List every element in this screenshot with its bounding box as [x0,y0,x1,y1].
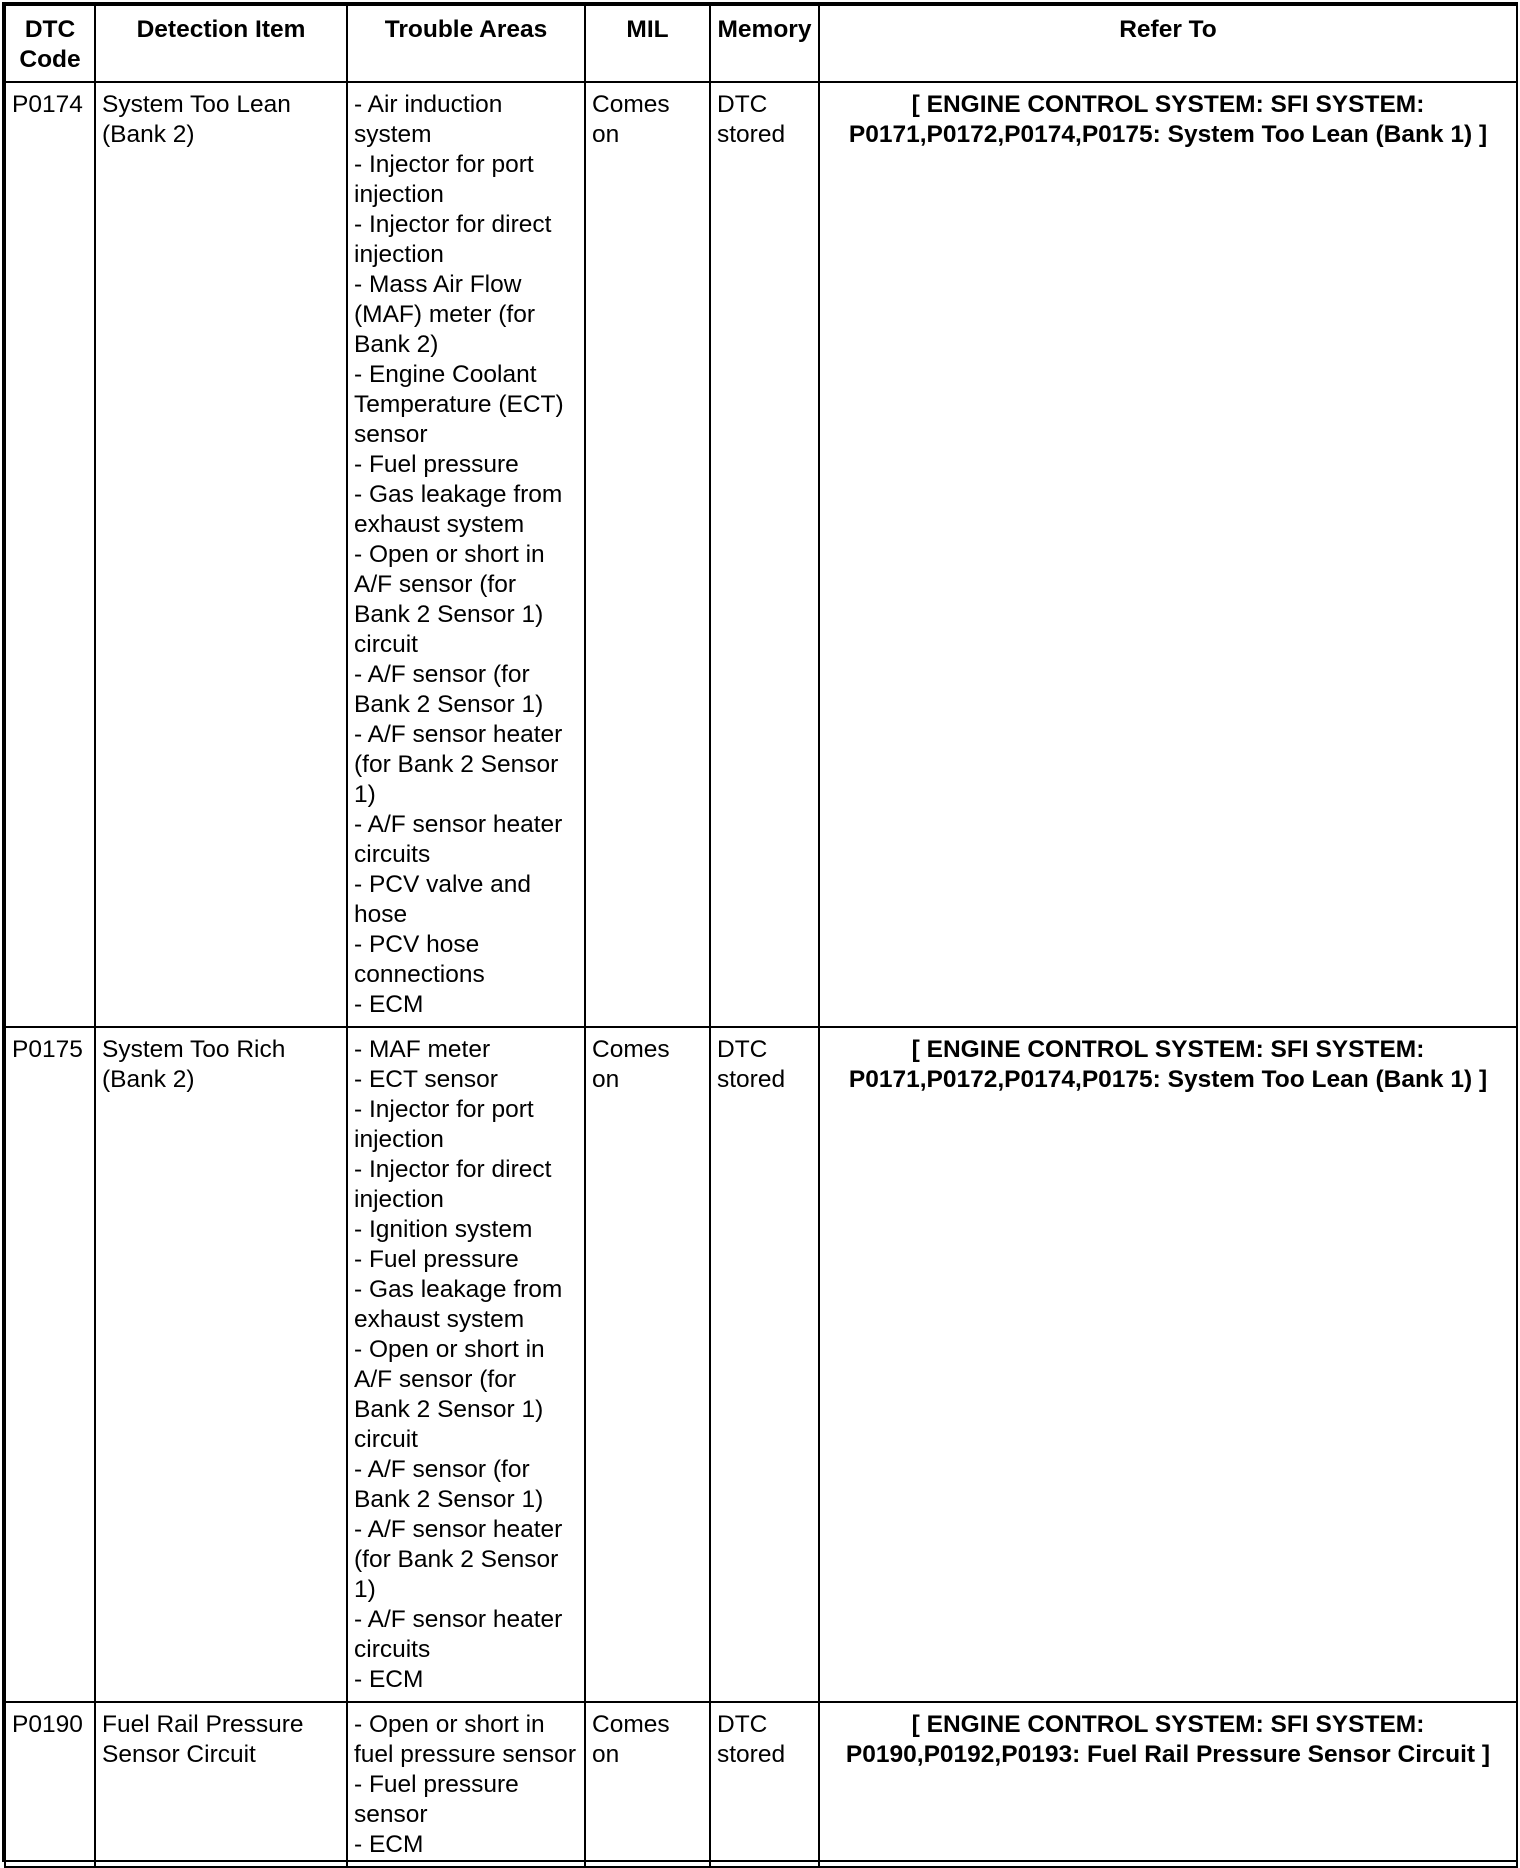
header-trouble-areas: Trouble Areas [347,5,585,82]
trouble-areas-cell-line: - MAF meter [354,1036,491,1063]
trouble-areas-cell-line: - A/F sensor heater [354,1606,563,1633]
trouble-areas-cell [347,1702,585,1867]
trouble-areas-cell-line: - Injector for port [354,1096,534,1123]
trouble-areas-cell-line: hose [354,901,408,928]
dtc-code-cell-line: P0190 [12,1711,83,1738]
trouble-areas-cell-line: A/F sensor (for [354,1366,517,1393]
memory-cell [710,1702,819,1867]
trouble-areas-cell-line: - Engine Coolant [354,361,537,388]
mil-cell-line: Comes [592,91,670,118]
trouble-areas-cell-line: - Injector for port [354,151,534,178]
memory-cell-line: stored [717,1741,786,1768]
trouble-areas-cell-line: - Ignition system [354,1216,533,1243]
detection-item-cell [95,1027,347,1702]
trouble-areas-cell-line: 1) [354,1576,376,1603]
trouble-areas-cell-line: - ECM [354,1666,424,1693]
trouble-areas-cell-line: (MAF) meter (for [354,301,536,328]
mil-cell-line: on [592,1741,620,1768]
dtc-table [4,4,1518,1868]
mil-cell-line: Comes [592,1711,670,1738]
header-detection-item: Detection Item [95,5,347,82]
detection-item-cell [95,82,347,1027]
trouble-areas-cell-line: circuit [354,1426,418,1453]
trouble-areas-cell-line: - A/F sensor heater [354,811,563,838]
trouble-areas-cell-line: - Open or short in [354,1711,545,1738]
trouble-areas-cell-line: Bank 2 Sensor 1) [354,601,544,628]
trouble-areas-cell-line: - Open or short in [354,541,545,568]
trouble-areas-cell-line: (for Bank 2 Sensor [354,1546,559,1573]
memory-cell-line: DTC [717,1036,768,1063]
mil-cell-line: Comes [592,1036,670,1063]
trouble-areas-cell-line: (for Bank 2 Sensor [354,751,559,778]
trouble-areas-cell-line: - A/F sensor heater [354,1516,563,1543]
refer-to-cell [819,1027,1517,1702]
header-row [5,5,1517,82]
refer-to-cell-line: [ ENGINE CONTROL SYSTEM: SFI SYSTEM: [911,91,1425,118]
dtc-code-cell-line: P0175 [12,1036,83,1063]
dtc-code-cell [5,82,95,1027]
trouble-areas-cell-line: - Injector for direct [354,1156,552,1183]
trouble-areas-cell-line: - Gas leakage from [354,481,563,508]
mil-cell [585,82,710,1027]
trouble-areas-cell-line: exhaust system [354,1306,525,1333]
refer-to-cell-line: [ ENGINE CONTROL SYSTEM: SFI SYSTEM: [911,1036,1425,1063]
detection-item-cell-line: System Too Lean [102,91,291,118]
table-row [5,1702,1517,1867]
detection-item-cell-line: System Too Rich [102,1036,286,1063]
mil-cell [585,1702,710,1867]
mil-cell [585,1027,710,1702]
memory-cell-line: DTC [717,1711,768,1738]
trouble-areas-cell-line: - A/F sensor (for [354,661,530,688]
trouble-areas-cell-line: system [354,121,432,148]
dtc-code-cell-line: P0174 [12,91,83,118]
trouble-areas-cell-line: injection [354,1126,444,1153]
memory-cell-line: stored [717,1066,786,1093]
trouble-areas-cell-line: Bank 2) [354,331,439,358]
trouble-areas-cell-line: - ECM [354,1831,424,1858]
trouble-areas-cell-line: 1) [354,781,376,808]
mil-cell-line: on [592,1066,620,1093]
trouble-areas-cell-line: sensor [354,421,428,448]
trouble-areas-cell-line: - Fuel pressure [354,1246,519,1273]
trouble-areas-cell-line: - Injector for direct [354,211,552,238]
trouble-areas-cell-line: - Fuel pressure [354,451,519,478]
trouble-areas-cell-line: injection [354,1186,444,1213]
trouble-areas-cell-line: - Fuel pressure [354,1771,519,1798]
trouble-areas-cell-line: Bank 2 Sensor 1) [354,1396,544,1423]
refer-to-cell-line: P0171,P0172,P0174,P0175: System Too Lean (Bank 1) ] [848,121,1488,148]
trouble-areas-cell [347,1027,585,1702]
trouble-areas-cell-line: - Mass Air Flow [354,271,522,298]
trouble-areas-cell-line: - A/F sensor (for [354,1456,530,1483]
trouble-areas-cell-line: - Gas leakage from [354,1276,563,1303]
refer-to-cell-line: P0171,P0172,P0174,P0175: System Too Lean (Bank 1) ] [848,1066,1488,1093]
refer-to-cell-line: P0190,P0192,P0193: Fuel Rail Pressure Sensor Circuit ] [845,1741,1491,1768]
table-row [5,1027,1517,1702]
table-row [5,82,1517,1027]
detection-item-cell-line: (Bank 2) [102,121,195,148]
refer-to-cell [819,1702,1517,1867]
trouble-areas-cell-line: Temperature (ECT) [354,391,564,418]
trouble-areas-cell-line: - Open or short in [354,1336,545,1363]
memory-cell [710,1027,819,1702]
detection-item-cell [95,1702,347,1867]
mil-cell-line: on [592,121,620,148]
dtc-code-cell [5,1702,95,1867]
trouble-areas-cell-line: - A/F sensor heater [354,721,563,748]
trouble-areas-cell-line: Bank 2 Sensor 1) [354,691,544,718]
trouble-areas-cell-line: Bank 2 Sensor 1) [354,1486,544,1513]
detection-item-cell-line: (Bank 2) [102,1066,195,1093]
trouble-areas-cell-line: - ECM [354,991,424,1018]
trouble-areas-cell-line: A/F sensor (for [354,571,517,598]
refer-to-cell-line: [ ENGINE CONTROL SYSTEM: SFI SYSTEM: [911,1711,1425,1738]
header-dtc-code: DTC Code [5,5,95,82]
trouble-areas-cell-line: - ECT sensor [354,1066,498,1093]
trouble-areas-cell-line: circuits [354,1636,431,1663]
trouble-areas-cell-line: - Air induction [354,91,503,118]
trouble-areas-cell-line: connections [354,961,485,988]
detection-item-cell-line: Fuel Rail Pressure [102,1711,304,1738]
trouble-areas-cell-line: - PCV hose [354,931,480,958]
trouble-areas-cell-line: circuit [354,631,418,658]
trouble-areas-cell-line: - PCV valve and [354,871,532,898]
trouble-areas-cell-line: sensor [354,1801,428,1828]
header-mil: MIL [585,5,710,82]
trouble-areas-cell-line: injection [354,181,444,208]
trouble-areas-cell [347,82,585,1027]
trouble-areas-cell-line: fuel pressure sensor [354,1741,576,1768]
memory-cell-line: DTC [717,91,768,118]
memory-cell [710,82,819,1027]
memory-cell-line: stored [717,121,786,148]
trouble-areas-cell-line: injection [354,241,444,268]
trouble-areas-cell-line: circuits [354,841,431,868]
header-memory: Memory [710,5,819,82]
header-refer-to: Refer To [819,5,1517,82]
trouble-areas-cell-line: exhaust system [354,511,525,538]
refer-to-cell [819,82,1517,1027]
detection-item-cell-line: Sensor Circuit [102,1741,256,1768]
dtc-code-cell [5,1027,95,1702]
